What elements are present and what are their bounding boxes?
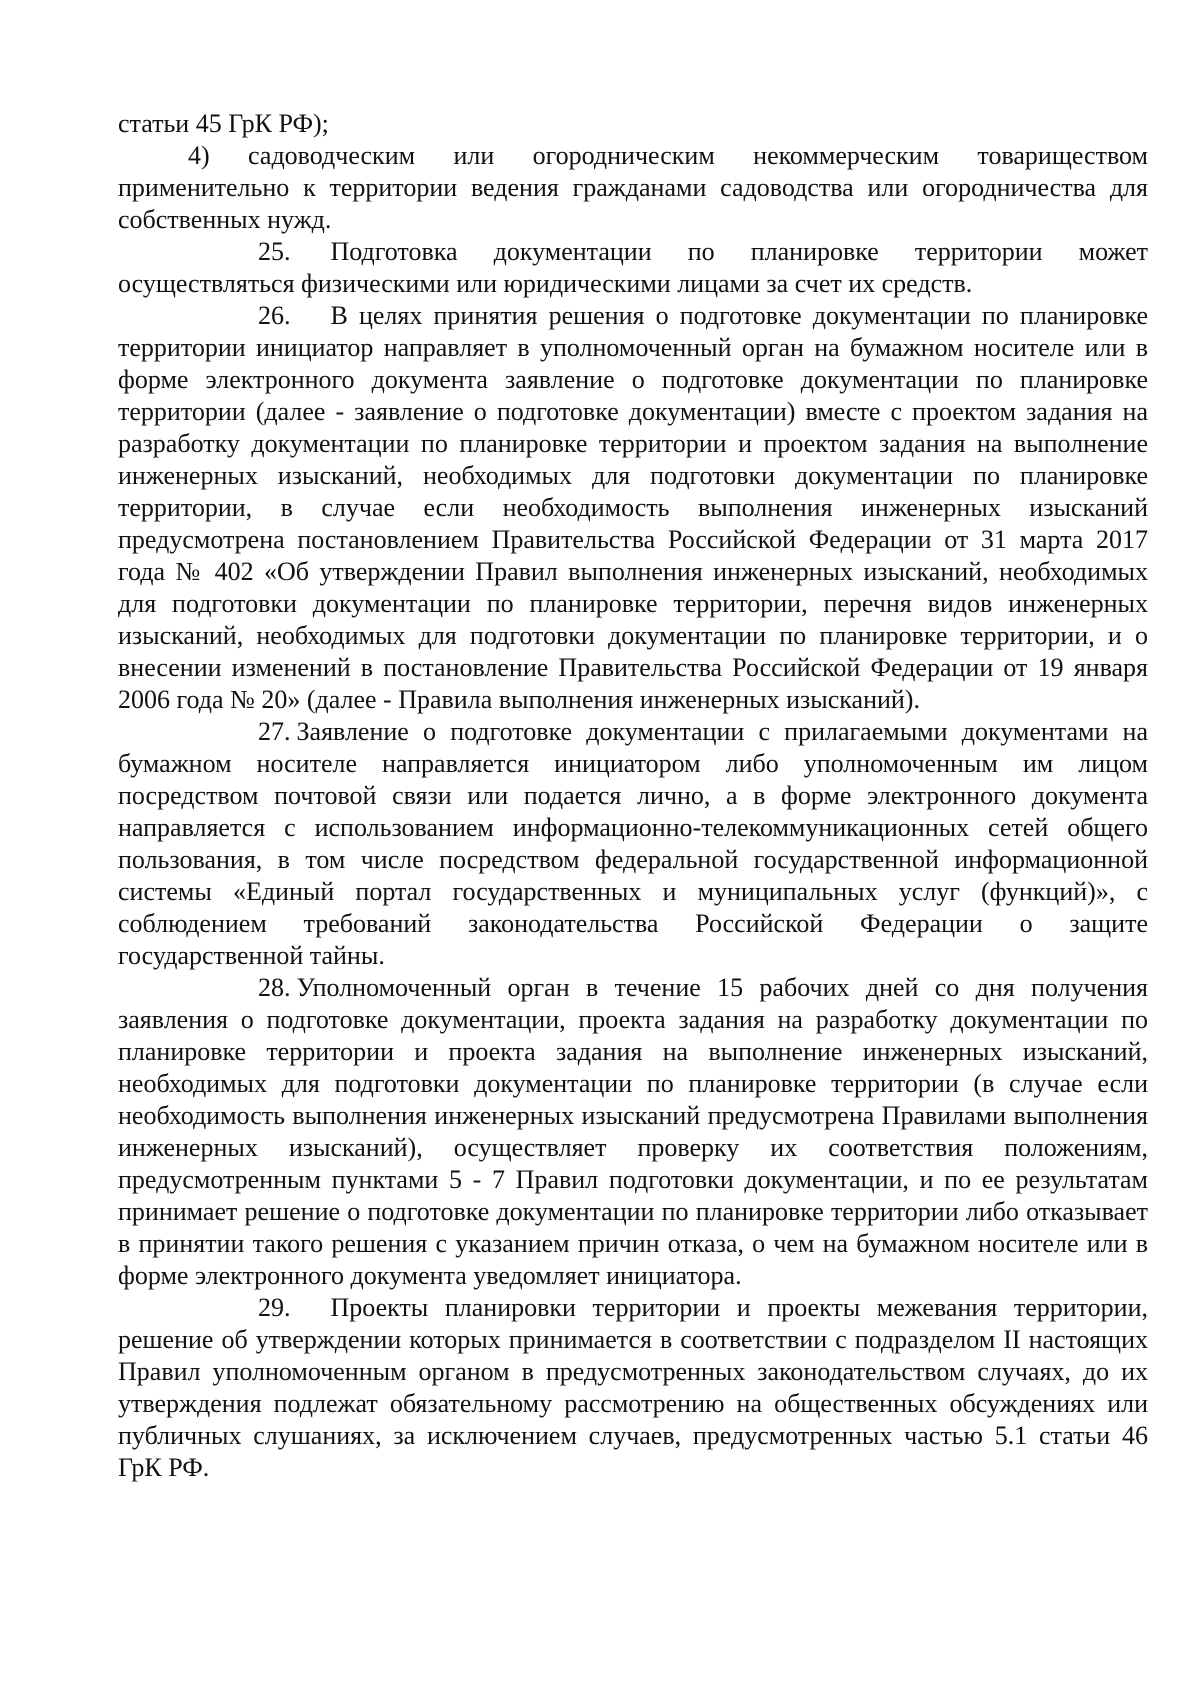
paragraph-text: В целях принятия решения о подготовке документации по планировке территории инициатор направляет в уполномоченный орган на бумажном носителе или в форме электронного документа заявление о подготовке документации по планировке территории (далее - заявление о подготовке документации) вместе с проектом задания на разработку документации по планировке территории и проектом задания на выполнение инженерных изысканий, необходимых для подготовки документации по планировке территории, в случае если необходимость выполнения инженерных изысканий предусмотрена постановлением Правительства Российской Федерации от 31 марта 2017 года № 402 «Об утверждении Правил выполнения инженерных изысканий, необходимых для подготовки документации по планировке территории, перечня видов инженерных изысканий, необходимых для подготовки документации по планировке территории, и о внесении изменений в постановление Правительства Российской Федерации от 19 января 2006 года № 20» (далее - Правила выполнения инженерных изысканий). <box>118 301 1148 714</box>
paragraph-text: Подготовка документации по планировке территории может осуществляться физическими или юридическими лицами за счет их средств. <box>118 237 1148 298</box>
paragraph-text: Уполномоченный орган в течение 15 рабочих дней со дня получения заявления о подготовке документации, проекта задания на разработку документации по планировке территории и проекта задания на выполнение инженерных изысканий, необходимых для подготовки документации по планировке территории (в случае если необходимость выполнения инженерных изысканий предусмотрена Правилами выполнения инженерных изысканий), осуществляет проверку их соответствия положениям, предусмотренным пунктами 5 - 7 Правил подготовки документации, и по ее результатам принимает решение о подготовке документации по планировке территории либо отказывает в принятии такого решения с указанием причин отказа, о чем на бумажном носителе или в форме электронного документа уведомляет инициатора. <box>118 973 1148 1290</box>
paragraph-26 <box>118 300 1148 716</box>
paragraph-28 <box>118 972 1148 1292</box>
paragraph-number: 27. <box>258 717 291 746</box>
paragraph-subitem-4 <box>118 140 1148 236</box>
paragraph-text: статьи 45 ГрК РФ); <box>118 109 329 138</box>
paragraph-number: 26. <box>258 301 291 330</box>
paragraph-text: Проекты планировки территории и проекты межевания территории, решение об утверждении которых принимается в соответствии с подразделом II настоящих Правил уполномоченным органом в предусмотренных законодательством случаях, до их утверждения подлежат обязательному рассмотрению на общественных обсуждениях или публичных слушаниях, за исключением случаев, предусмотренных частью 5.1 статьи 46 ГрК РФ. <box>118 1293 1148 1482</box>
paragraph-29 <box>118 1292 1148 1484</box>
paragraph-continuation <box>118 108 1148 140</box>
paragraph-number: 29. <box>258 1293 291 1322</box>
paragraph-number: 28. <box>258 973 291 1002</box>
paragraph-25 <box>118 236 1148 300</box>
paragraph-text: 4) садоводческим или огородническим некоммерческим товариществом применительно к территории ведения гражданами садоводства или огородничества для собственных нужд. <box>118 141 1148 234</box>
paragraph-27 <box>118 716 1148 972</box>
paragraph-number: 25. <box>258 237 291 266</box>
paragraph-text: Заявление о подготовке документации с прилагаемыми документами на бумажном носителе направляется инициатором либо уполномоченным им лицом посредством почтовой связи или подается лично, а в форме электронного документа направляется с использованием информационно-телекоммуникационных сетей общего пользования, в том числе посредством федеральной государственной информационной системы «Единый портал государственных и муниципальных услуг (функций)», с соблюдением требований законодательства Российской Федерации о защите государственной тайны. <box>118 717 1148 970</box>
document-page <box>118 108 1148 1484</box>
